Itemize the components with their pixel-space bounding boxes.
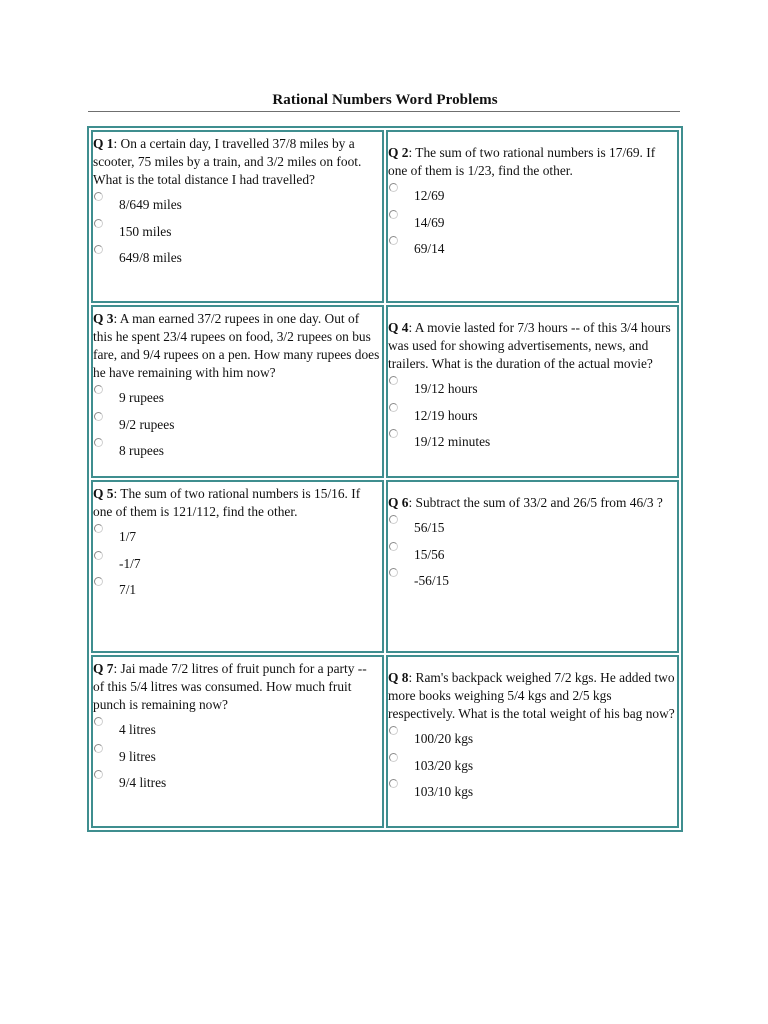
answer-options — [388, 182, 675, 262]
radio-button[interactable] — [94, 524, 103, 533]
question-text — [93, 310, 380, 382]
answer-options — [93, 191, 380, 271]
radio-button[interactable] — [389, 376, 398, 385]
radio-button[interactable] — [94, 438, 103, 447]
radio-button[interactable] — [389, 726, 398, 735]
answer-option-label: 1/7 — [119, 529, 137, 544]
radio-button[interactable] — [94, 385, 103, 394]
answer-option-label: 9 litres — [119, 748, 156, 764]
question-number: Q 6 — [388, 495, 409, 510]
answer-option[interactable] — [93, 716, 380, 743]
radio-button[interactable] — [94, 717, 103, 726]
answer-options — [388, 725, 675, 805]
answer-option[interactable] — [93, 576, 380, 603]
radio-button[interactable] — [94, 412, 103, 421]
answer-option-label: -1/7 — [119, 555, 141, 571]
answer-option-label: 19/12 minutes — [414, 434, 491, 449]
answer-option[interactable] — [93, 411, 380, 438]
answer-option-label: 9/4 litres — [119, 775, 167, 790]
answer-option-label: 12/19 hours — [414, 407, 478, 423]
answer-option[interactable] — [388, 235, 675, 262]
answer-option[interactable] — [93, 743, 380, 770]
answer-option[interactable] — [93, 550, 380, 577]
question-text — [93, 135, 380, 189]
answer-option-label: -56/15 — [414, 573, 449, 588]
question-body: : The sum of two rational numbers is 15/16. If one of them is 121/112, find the other. — [93, 486, 361, 519]
answer-option[interactable] — [93, 769, 380, 796]
question-cell-7 — [91, 655, 384, 828]
answer-options — [388, 514, 675, 594]
question-body: : Ram's backpack weighed 7/2 kgs. He added two more books weighing 5/4 kgs and 2/5 kgs respectively. What is the total weight of his bag now? — [388, 670, 675, 721]
answer-option[interactable] — [388, 778, 675, 805]
answer-option-label: 150 miles — [119, 223, 172, 239]
question-body: : On a certain day, I travelled 37/8 miles by a scooter, 75 miles by a train, and 3/2 miles on foot. What is the total distance I had travelled? — [93, 136, 362, 187]
question-cell-2 — [386, 130, 679, 303]
answer-option-label: 14/69 — [414, 214, 445, 230]
question-text — [388, 144, 675, 180]
question-cell-3 — [91, 305, 384, 478]
question-cell-8 — [386, 655, 679, 828]
radio-button[interactable] — [94, 219, 103, 228]
radio-button[interactable] — [389, 542, 398, 551]
question-body: : A movie lasted for 7/3 hours -- of this 3/4 hours was used for showing advertisements, news, and trailers. What is the duration of the actual movie? — [388, 320, 671, 371]
answer-option[interactable] — [388, 514, 675, 541]
radio-button[interactable] — [389, 429, 398, 438]
radio-button[interactable] — [94, 577, 103, 586]
answer-option-label: 9/2 rupees — [119, 416, 175, 432]
radio-button[interactable] — [94, 551, 103, 560]
answer-option[interactable] — [388, 725, 675, 752]
question-body: : A man earned 37/2 rupees in one day. Out of this he spent 23/4 rupees on food, 3/2 rupees on bus fare, and 9/4 rupees on a pen. How many rupees does he have remaining with him now? — [93, 311, 380, 380]
answer-option[interactable] — [93, 244, 380, 271]
question-number: Q 3 — [93, 311, 114, 326]
answer-option-label: 100/20 kgs — [414, 731, 474, 746]
question-body: : The sum of two rational numbers is 17/69. If one of them is 1/23, find the other. — [388, 145, 656, 178]
question-cell-5 — [91, 480, 384, 653]
radio-button[interactable] — [94, 192, 103, 201]
radio-button[interactable] — [389, 515, 398, 524]
question-text — [388, 669, 675, 723]
radio-button[interactable] — [389, 210, 398, 219]
answer-option[interactable] — [93, 437, 380, 464]
answer-option-label: 7/1 — [119, 582, 137, 597]
answer-option-label: 4 litres — [119, 722, 156, 737]
question-number: Q 7 — [93, 661, 114, 676]
answer-option-label: 12/69 — [414, 188, 445, 203]
radio-button[interactable] — [389, 403, 398, 412]
answer-option-label: 103/10 kgs — [414, 784, 474, 799]
question-number: Q 1 — [93, 136, 114, 151]
questions-table — [87, 126, 683, 832]
answer-option-label: 103/20 kgs — [414, 757, 474, 773]
question-number: Q 4 — [388, 320, 409, 335]
answer-option[interactable] — [388, 375, 675, 402]
radio-button[interactable] — [389, 568, 398, 577]
answer-option-label: 56/15 — [414, 520, 445, 535]
answer-option-label: 15/56 — [414, 546, 445, 562]
radio-button[interactable] — [389, 183, 398, 192]
answer-option[interactable] — [388, 182, 675, 209]
answer-options — [93, 523, 380, 603]
answer-option[interactable] — [93, 384, 380, 411]
question-text — [93, 485, 380, 521]
question-body: : Jai made 7/2 litres of fruit punch for a party -- of this 5/4 litres was consumed. How much fruit punch is remaining now? — [93, 661, 367, 712]
answer-option-label: 8/649 miles — [119, 197, 182, 212]
answer-option[interactable] — [93, 191, 380, 218]
question-cell-4 — [386, 305, 679, 478]
radio-button[interactable] — [389, 753, 398, 762]
answer-option[interactable] — [388, 428, 675, 455]
answer-option[interactable] — [388, 567, 675, 594]
radio-button[interactable] — [94, 770, 103, 779]
question-cell-1 — [91, 130, 384, 303]
question-cell-6 — [386, 480, 679, 653]
answer-option-label: 69/14 — [414, 241, 445, 256]
question-number: Q 2 — [388, 145, 409, 160]
answer-option-label: 19/12 hours — [414, 381, 478, 396]
answer-option[interactable] — [388, 541, 675, 568]
radio-button[interactable] — [389, 236, 398, 245]
question-text — [388, 319, 675, 373]
question-text — [93, 660, 380, 714]
answer-options — [388, 375, 675, 455]
worksheet-title: Rational Numbers Word Problems — [272, 92, 498, 108]
answer-option-label: 649/8 miles — [119, 250, 182, 265]
answer-option[interactable] — [388, 209, 675, 236]
question-number: Q 5 — [93, 486, 114, 501]
answer-option[interactable] — [388, 752, 675, 779]
answer-option[interactable] — [93, 218, 380, 245]
radio-button[interactable] — [389, 779, 398, 788]
answer-option-label: 8 rupees — [119, 443, 164, 458]
answer-option[interactable] — [93, 523, 380, 550]
answer-option-label: 9 rupees — [119, 390, 164, 405]
answer-options — [93, 384, 380, 464]
question-number: Q 8 — [388, 670, 409, 685]
title-divider — [88, 111, 680, 112]
question-text — [388, 494, 675, 512]
radio-button[interactable] — [94, 245, 103, 254]
answer-options — [93, 716, 380, 796]
question-body: : Subtract the sum of 33/2 and 26/5 from 46/3 ? — [408, 495, 663, 510]
radio-button[interactable] — [94, 744, 103, 753]
answer-option[interactable] — [388, 402, 675, 429]
